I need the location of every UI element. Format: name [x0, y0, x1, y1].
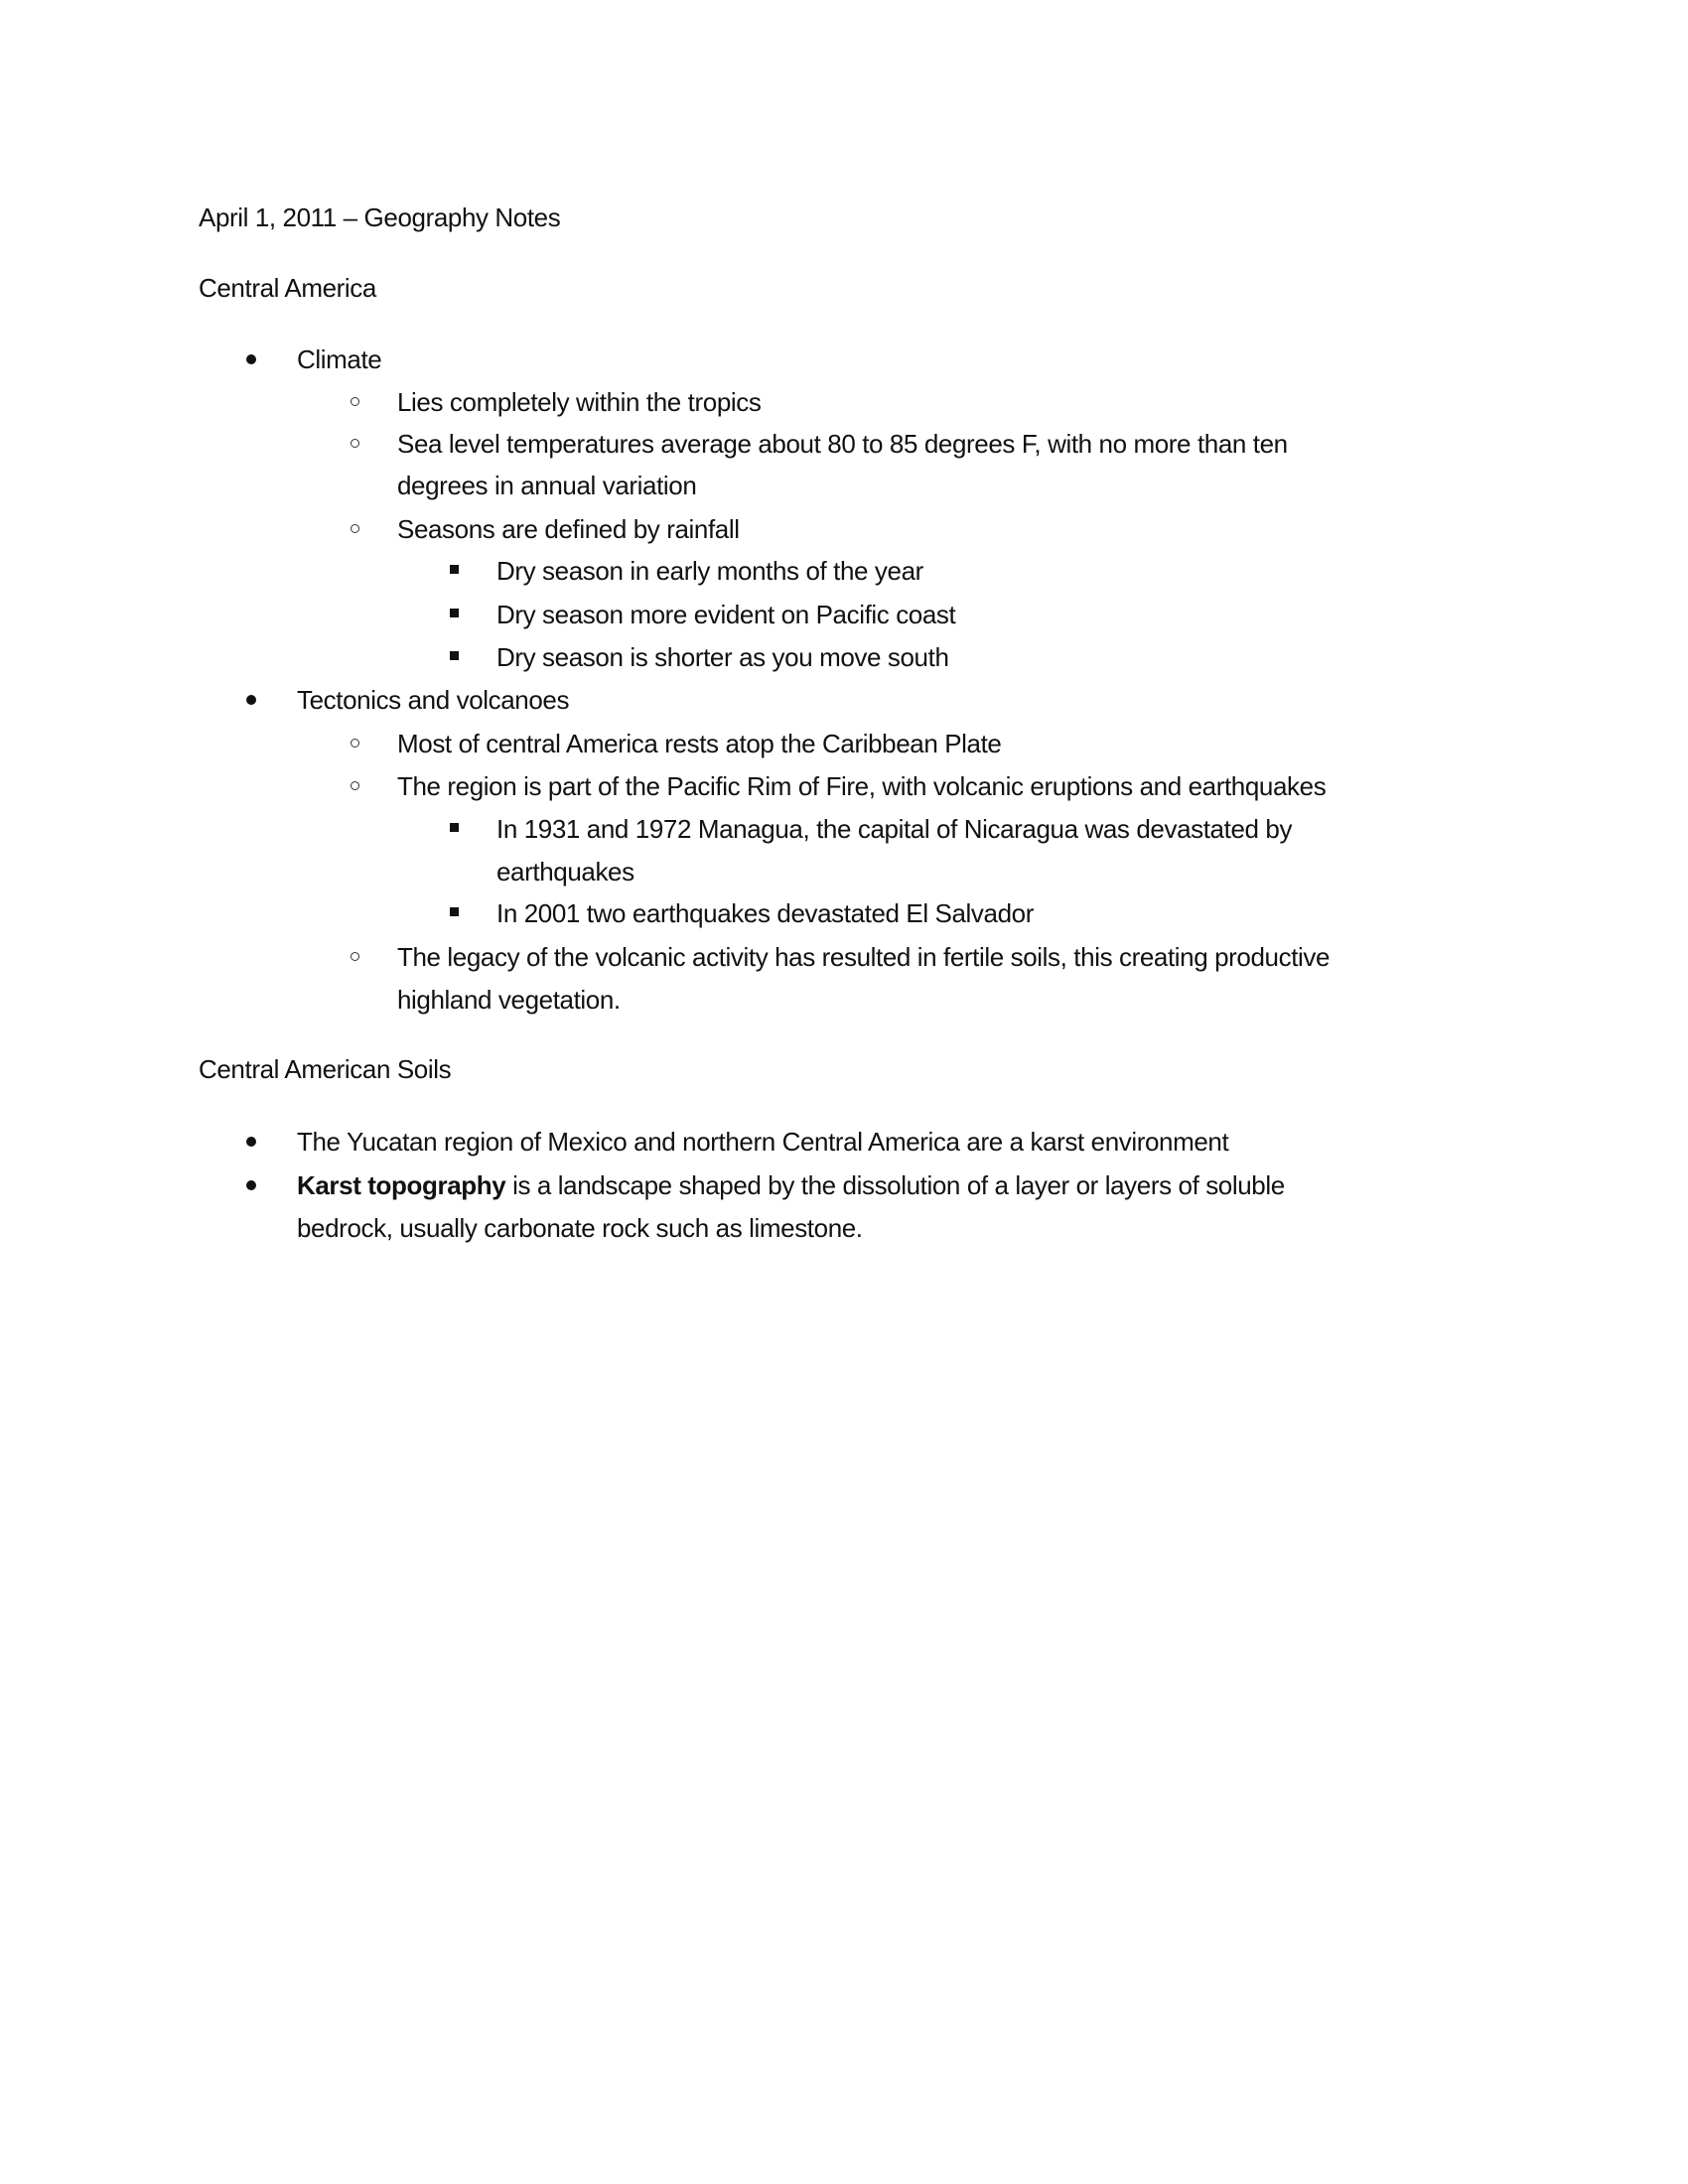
list-item: [0, 1165, 1688, 1205]
list-item: [0, 893, 1688, 933]
bullet-circle-icon: [351, 439, 359, 448]
item-text: bedrock, usually carbonate rock such as limestone.: [297, 1213, 863, 1243]
bullet-square-icon: [450, 565, 459, 574]
item-text: Climate: [297, 344, 382, 374]
item-text: earthquakes: [496, 857, 634, 887]
list-item: [0, 424, 1688, 464]
list-item-continuation: [0, 852, 1688, 891]
list-item: [0, 509, 1688, 549]
list-item: [0, 595, 1688, 634]
bold-term: Karst topography: [297, 1170, 506, 1200]
bullet-disc-icon: [246, 695, 256, 705]
list-item: [0, 637, 1688, 677]
list-item: [0, 551, 1688, 591]
list-item-continuation: [0, 1208, 1688, 1248]
bullet-circle-icon: [351, 952, 359, 961]
list-item: [0, 937, 1688, 977]
item-text: In 2001 two earthquakes devastated El Salvador: [496, 898, 1034, 928]
bullet-circle-icon: [351, 524, 359, 533]
bullet-disc-icon: [246, 1180, 256, 1190]
item-text: Tectonics and volcanoes: [297, 685, 570, 715]
list-item: [0, 724, 1688, 763]
item-text: Dry season in early months of the year: [496, 556, 923, 586]
bullet-circle-icon: [351, 397, 359, 406]
list-item: [0, 809, 1688, 849]
bullet-square-icon: [450, 609, 459, 617]
item-text: The legacy of the volcanic activity has resulted in fertile soils, this creating productive: [397, 942, 1331, 972]
item-text: Lies completely within the tropics: [397, 387, 762, 417]
heading-text: Central American Soils: [199, 1054, 452, 1084]
item-text: In 1931 and 1972 Managua, the capital of Nicaragua was devastated by: [496, 814, 1293, 844]
item-text: Dry season is shorter as you move south: [496, 642, 949, 672]
bullet-square-icon: [450, 823, 459, 832]
bullet-disc-icon: [246, 354, 256, 364]
title-text: April 1, 2011 – Geography Notes: [199, 203, 561, 232]
list-item: [0, 766, 1688, 806]
heading-text: Central America: [199, 273, 376, 303]
item-text: Dry season more evident on Pacific coast: [496, 600, 956, 629]
item-text: degrees in annual variation: [397, 471, 697, 500]
item-text: Sea level temperatures average about 80 to 85 degrees F, with no more than ten: [397, 429, 1288, 459]
list-item: [0, 340, 1688, 379]
item-text-rest: is a landscape shaped by the dissolution of a layer or layers of soluble: [505, 1170, 1285, 1200]
list-item-continuation: [0, 466, 1688, 505]
bullet-square-icon: [450, 651, 459, 660]
list-item: [0, 382, 1688, 422]
item-text: Seasons are defined by rainfall: [397, 514, 740, 544]
bullet-square-icon: [450, 907, 459, 916]
item-text: highland vegetation.: [397, 985, 621, 1015]
item-text: The region is part of the Pacific Rim of Fire, with volcanic eruptions and earthquakes: [397, 771, 1327, 801]
item-text: [297, 1165, 1285, 1205]
bullet-disc-icon: [246, 1137, 256, 1147]
list-item: [0, 1122, 1688, 1161]
item-text: The Yucatan region of Mexico and northern Central America are a karst environment: [297, 1127, 1229, 1157]
item-text: Most of central America rests atop the Caribbean Plate: [397, 729, 1002, 758]
bullet-circle-icon: [351, 739, 359, 748]
list-item-continuation: [0, 980, 1688, 1020]
bullet-circle-icon: [351, 781, 359, 790]
list-item: [0, 680, 1688, 720]
